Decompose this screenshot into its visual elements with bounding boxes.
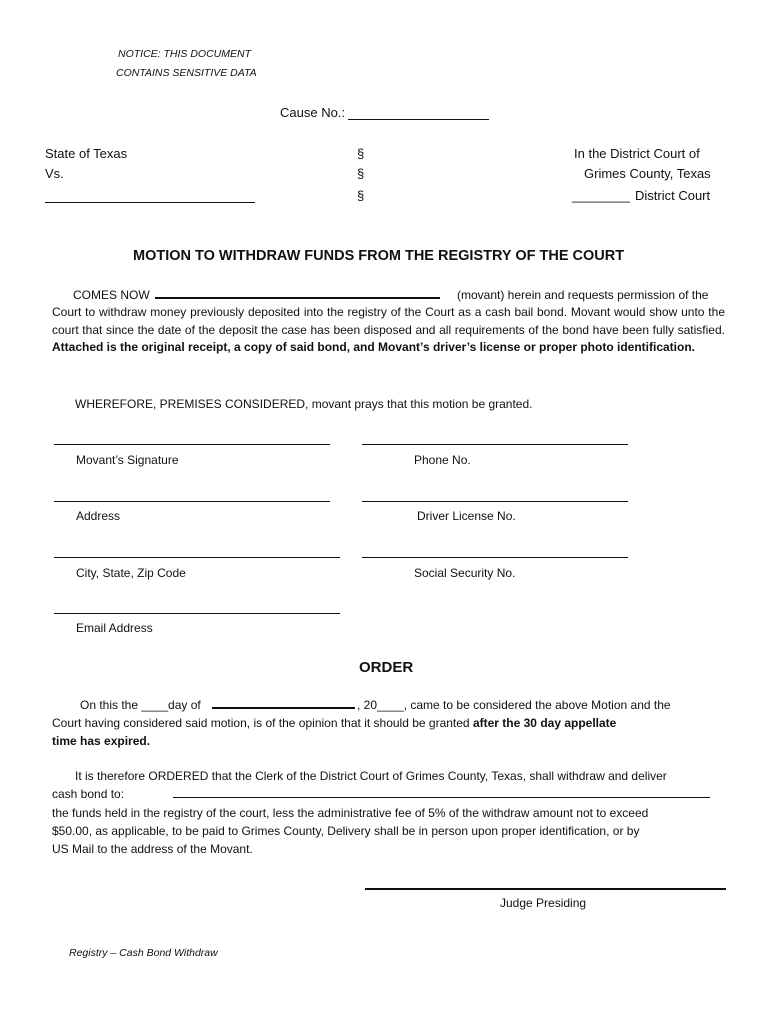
city-state-zip-line[interactable] bbox=[54, 557, 340, 558]
order-line-2 bbox=[52, 716, 616, 730]
cash-bond-to-label: cash bond to: bbox=[52, 787, 125, 801]
movant-name-field[interactable] bbox=[155, 297, 440, 299]
movant-text: (movant) herein and requests permission of the bbox=[457, 288, 709, 302]
email-label: Email Address bbox=[76, 621, 153, 635]
ordered-line-1: It is therefore ORDERED that the Clerk of the District Court of Grimes County, Texas, shall withdraw and deliver bbox=[75, 769, 667, 783]
motion-body-bold: Attached is the original receipt, a copy of said bond, and Movant’s driver’s license or proper photo identification. bbox=[52, 340, 695, 354]
movant-signature-line[interactable] bbox=[54, 444, 330, 445]
phone-line[interactable] bbox=[362, 444, 628, 445]
section-symbol-1: § bbox=[357, 146, 365, 161]
driver-license-line[interactable] bbox=[362, 501, 628, 502]
order-line-2-bold: after the 30 day appellate bbox=[472, 716, 617, 730]
notice-line-2: CONTAINS SENSITIVE DATA bbox=[116, 67, 257, 79]
order-year-text: , 20____, came to be considered the above Motion and the bbox=[357, 698, 671, 712]
cause-number-field[interactable] bbox=[348, 119, 489, 120]
address-line[interactable] bbox=[54, 501, 330, 502]
city-state-zip-label: City, State, Zip Code bbox=[76, 566, 186, 580]
ssn-label: Social Security No. bbox=[414, 566, 516, 580]
order-on-this-day: On this the ____day of bbox=[80, 698, 201, 712]
order-line-3: time has expired. bbox=[52, 734, 151, 748]
driver-license-label: Driver License No. bbox=[417, 509, 516, 523]
caption-left-state: State of Texas bbox=[45, 146, 128, 161]
order-month-field[interactable] bbox=[212, 707, 355, 709]
email-line[interactable] bbox=[54, 613, 340, 614]
caption-right-county: Grimes County, Texas bbox=[584, 166, 711, 181]
ordered-line-4: $50.00, as applicable, to be paid to Grimes County, Delivery shall be in person upon proper identification, or by bbox=[52, 824, 640, 838]
notice-line-1: NOTICE: THIS DOCUMENT bbox=[118, 48, 251, 60]
order-title: ORDER bbox=[359, 659, 414, 676]
phone-label: Phone No. bbox=[414, 453, 471, 467]
caption-right-district: District Court bbox=[635, 188, 711, 203]
ssn-line[interactable] bbox=[362, 557, 628, 558]
movant-signature-label: Movant’s Signature bbox=[76, 453, 179, 467]
address-label: Address bbox=[76, 509, 121, 523]
comes-now-text: COMES NOW bbox=[73, 288, 150, 302]
defendant-name-field[interactable] bbox=[45, 202, 255, 203]
section-symbol-2: § bbox=[357, 166, 365, 181]
wherefore-clause: WHEREFORE, PREMISES CONSIDERED, movant prays that this motion be granted. bbox=[75, 397, 533, 411]
ordered-line-5: US Mail to the address of the Movant. bbox=[52, 842, 253, 856]
order-line-2-plain: Court having considered said motion, is of the opinion that it should be granted bbox=[52, 716, 470, 730]
cause-number-label: Cause No.: bbox=[280, 105, 346, 120]
footer-text: Registry – Cash Bond Withdraw bbox=[69, 947, 218, 959]
district-number-blank[interactable]: ________ bbox=[572, 188, 630, 203]
motion-title: MOTION TO WITHDRAW FUNDS FROM THE REGISTRY OF THE COURT bbox=[133, 248, 625, 264]
judge-presiding-label: Judge Presiding bbox=[500, 896, 587, 910]
caption-left-vs: Vs. bbox=[45, 166, 64, 181]
motion-body-plain: Court to withdraw money previously deposited into the registry of the Court as a cash bail bond. Movant would show unto the court that since the date of the deposit the case has been disposed and all requirements of the bond have been fully satisfied. bbox=[52, 305, 725, 337]
ordered-line-3: the funds held in the registry of the court, less the administrative fee of 5% of the withdraw amount not to exceed bbox=[52, 806, 649, 820]
judge-signature-line[interactable] bbox=[365, 888, 726, 890]
section-symbol-3: § bbox=[357, 188, 365, 203]
cash-bond-recipient-field[interactable] bbox=[173, 797, 710, 798]
motion-body bbox=[52, 304, 725, 357]
caption-right-court: In the District Court of bbox=[574, 146, 700, 161]
